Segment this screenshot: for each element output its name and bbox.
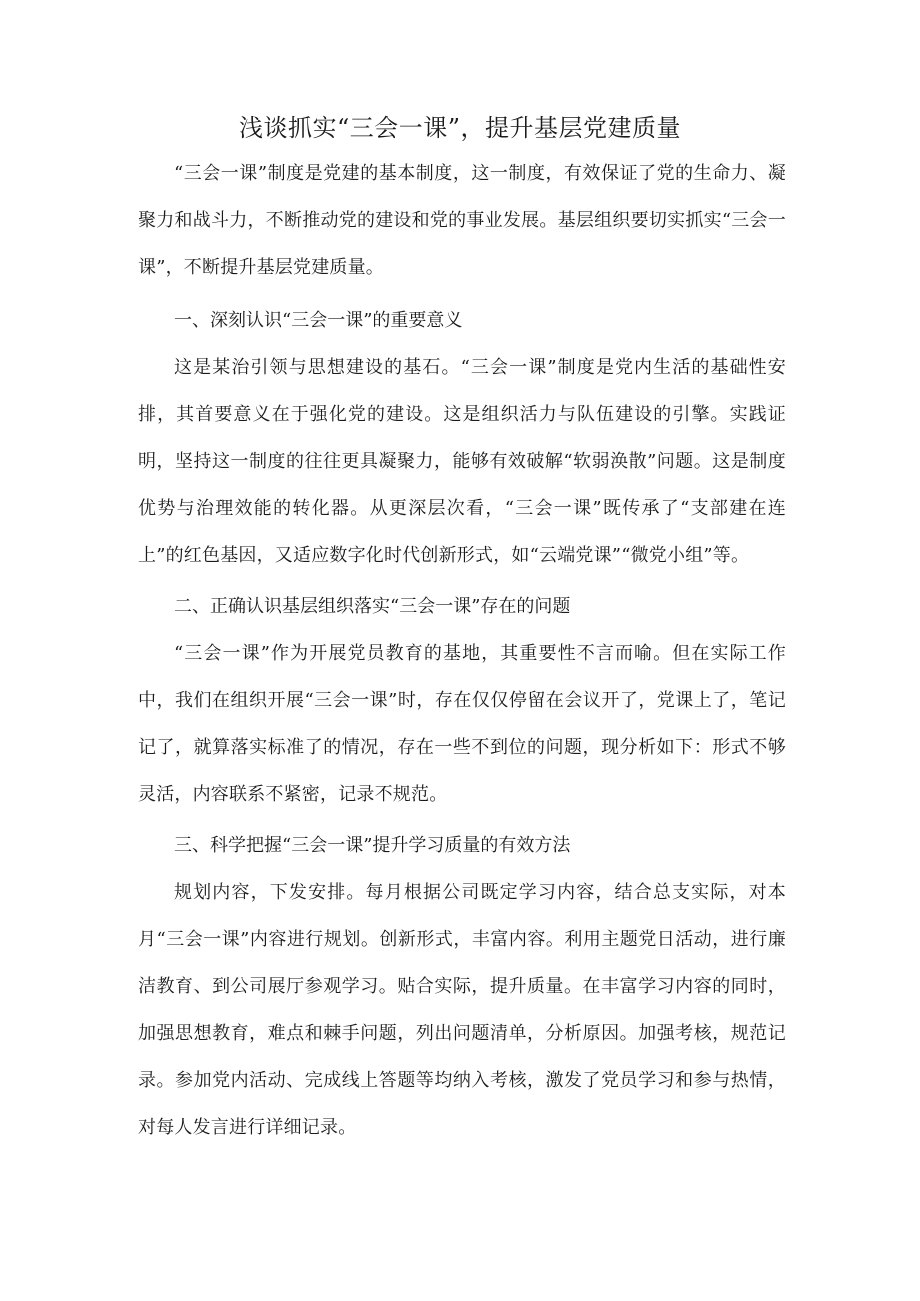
section-1-heading: 一、深刻认识“三会一课”的重要意义 [174, 310, 463, 331]
section-1-body: 这是某治引领与思想建设的基石。“三会一课”制度是党内生活的基础性安排，其首要意义在于强化党的建设。这是组织活力与队伍建设的引擎。实践证明，坚持这一制度的往往更具凝聚力，能够有效破解“软弱涣散”问题。这是制度优势与治理效能的转化器。从更深层次看，“三会一课”既传承了“支部建在连上”的红色基因，又适应数字化时代创新形式，如“云端党课”“微党小组”等。 [138, 357, 786, 566]
section-3-heading: 三、科学把握“三会一课”提升学习质量的有效方法 [174, 835, 571, 856]
section-3-body: 规划内容，下发安排。每月根据公司既定学习内容，结合总支实际，对本月“三会一课”内容进行规划。创新形式，丰富内容。利用主题党日活动，进行廉洁教育、到公司展厅参观学习。贴合实际，提升质量。在丰富学习内容的同时，加强思想教育，难点和棘手问题，列出问题清单，分析原因。加强考核，规范记录。参加党内活动、完成线上答题等均纳入考核，激发了党员学习和参与热情，对每人发言进行详细记录。 [138, 882, 786, 1138]
section-2-heading: 二、正确认识基层组织落实“三会一课”存在的问题 [174, 596, 571, 617]
section-2-body: “三会一课”作为开展党员教育的基地，其重要性不言而喻。但在实际工作中，我们在组织开展“三会一课”时，存在仅仅停留在会议开了，党课上了，笔记记了，就算落实标准了的情况，存在一些不到位的问题，现分析如下：形式不够灵活，内容联系不紧密，记录不规范。 [138, 643, 786, 805]
document-title: 浅谈抓实“三会一课”，提升基层党建质量 [238, 114, 682, 142]
intro-paragraph: “三会一课”制度是党建的基本制度，这一制度，有效保证了党的生命力、凝聚力和战斗力，不断推动党的建设和党的事业发展。基层组织要切实抓实“三会一课”，不断提升基层党建质量。 [138, 163, 786, 278]
